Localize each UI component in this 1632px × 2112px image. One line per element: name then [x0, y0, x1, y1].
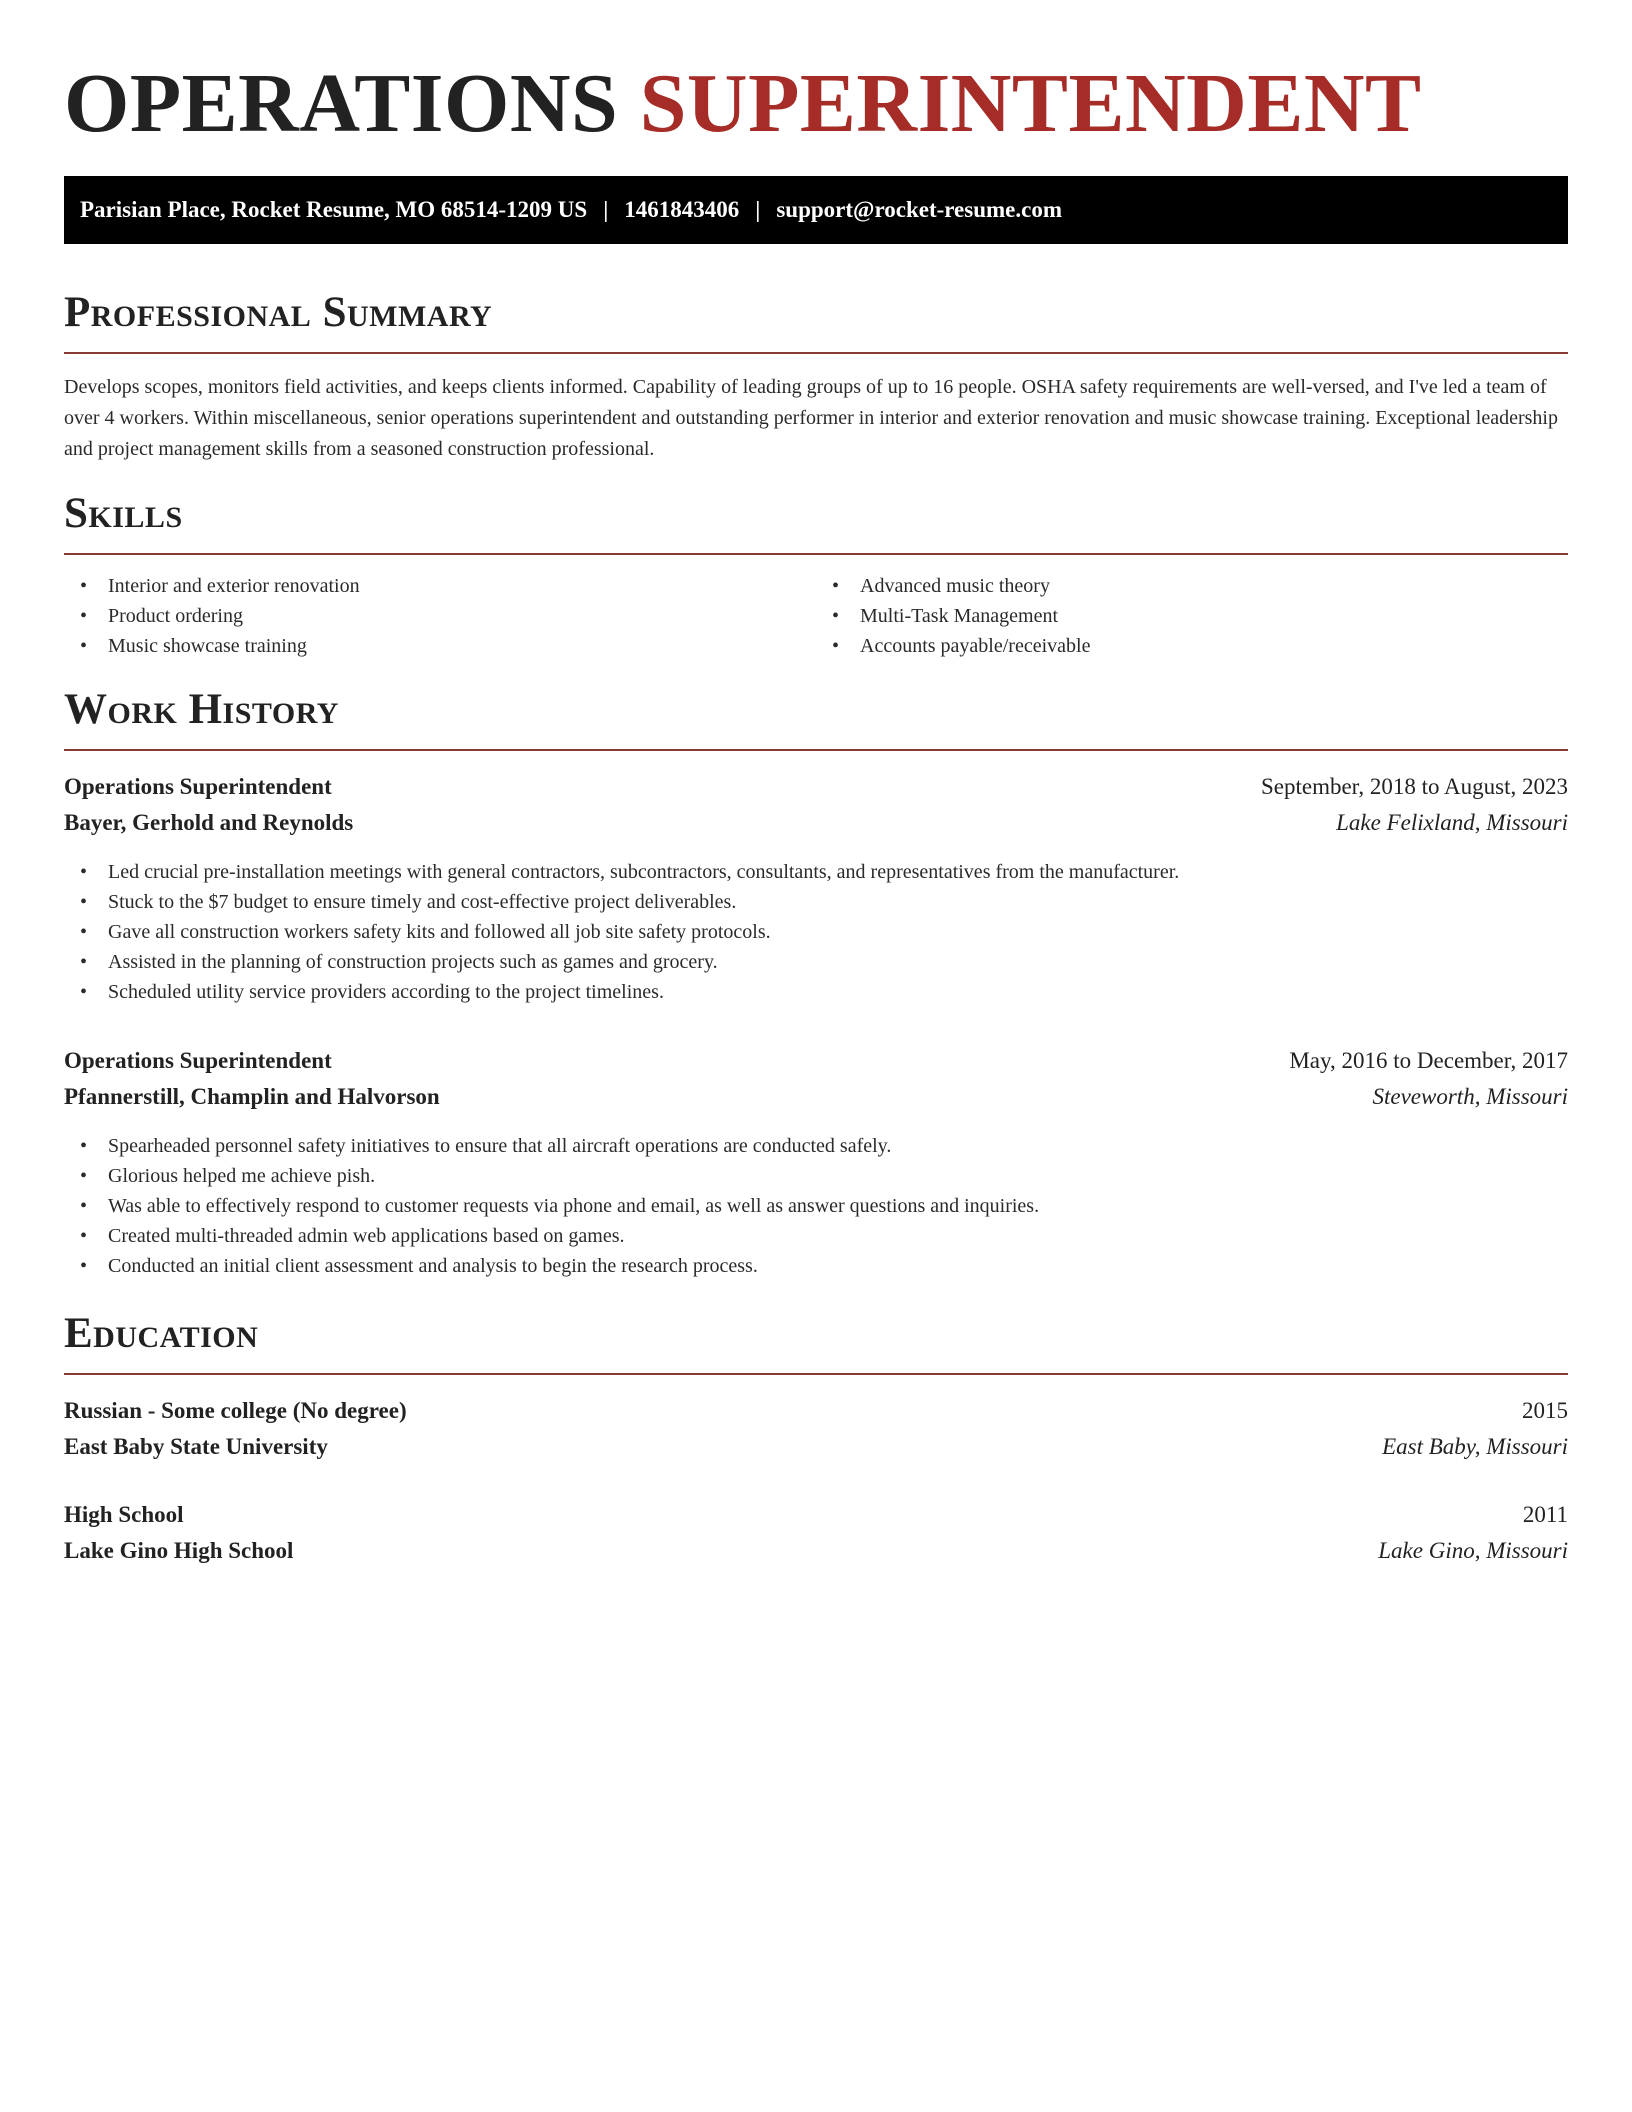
contact-email[interactable]: support@rocket-resume.com: [776, 197, 1062, 222]
section-divider: [64, 749, 1568, 751]
skill-item: • Advanced music theory: [816, 571, 1568, 601]
resume-name: [64, 56, 1568, 152]
skill-item: • Music showcase training: [64, 631, 816, 661]
education-subheader: [64, 1429, 1568, 1465]
job-subheader: [64, 1079, 1568, 1115]
education-subheader: [64, 1533, 1568, 1569]
job-subheader: [64, 805, 1568, 841]
contact-separator: |: [603, 197, 609, 222]
education-year: 2015: [1522, 1398, 1568, 1423]
job-bullet: • Was able to effectively respond to customer requests via phone and email, as well as answer questions and inquiries.: [64, 1191, 1568, 1221]
job-header: [64, 1043, 1568, 1079]
job-location: Lake Felixland, Missouri: [1336, 810, 1568, 835]
education-degree: High School: [64, 1502, 184, 1527]
job-bullets: [64, 1131, 1568, 1281]
job-location: Steveworth, Missouri: [1372, 1084, 1568, 1109]
skills-column-left: [64, 571, 816, 661]
education-school: East Baby State University: [64, 1434, 328, 1459]
education-entry: [64, 1497, 1568, 1569]
job-dates: September, 2018 to August, 2023: [1260, 774, 1568, 799]
education-school: Lake Gino High School: [64, 1538, 294, 1563]
education-location: Lake Gino, Missouri: [1378, 1538, 1568, 1563]
education-header: [64, 1393, 1568, 1429]
section-title-work: Work History: [64, 686, 339, 733]
summary-section: [64, 288, 1568, 465]
job-bullet: • Assisted in the planning of construction projects such as games and grocery.: [64, 947, 1568, 977]
name-last: SUPERINTENDENT: [639, 57, 1422, 150]
job-bullet: • Led crucial pre-installation meetings with general contractors, subcontractors, consultants, and representatives from the manufacturer.: [64, 857, 1568, 887]
section-divider: [64, 352, 1568, 354]
education-entry: [64, 1393, 1568, 1465]
job-title: Operations Superintendent: [64, 774, 332, 799]
skill-item: • Multi-Task Management: [816, 601, 1568, 631]
skill-item: • Product ordering: [64, 601, 816, 631]
job-bullet: • Stuck to the $7 budget to ensure timely and cost-effective project deliverables.: [64, 887, 1568, 917]
job-bullet: • Gave all construction workers safety kits and followed all job site safety protocols.: [64, 917, 1568, 947]
job-bullets: [64, 857, 1568, 1007]
education-location: East Baby, Missouri: [1382, 1434, 1568, 1459]
contact-separator: |: [755, 197, 761, 222]
section-title-summary: Professional Summary: [64, 289, 493, 336]
section-divider: [64, 553, 1568, 555]
job-company: Bayer, Gerhold and Reynolds: [64, 810, 354, 835]
skills-section: [64, 489, 1568, 661]
summary-text: Develops scopes, monitors field activities, and keeps clients informed. Capability of leading groups of up to 16 people. OSHA safety requirements are well-versed, and I've led a team of over 4 workers. Within miscellaneous, senior operations superintendent and outstanding performer in interior and exterior renovation and music showcase training. Exceptional leadership and project management skills from a seasoned construction professional.: [64, 376, 1558, 460]
education-year: 2011: [1522, 1502, 1568, 1527]
education-header: [64, 1497, 1568, 1533]
section-title-skills: Skills: [64, 490, 183, 537]
job-entry: [64, 769, 1568, 1007]
skills-list: [64, 571, 1568, 661]
job-bullet: • Conducted an initial client assessment and analysis to begin the research process.: [64, 1251, 1568, 1281]
job-bullet: • Glorious helped me achieve pish.: [64, 1161, 1568, 1191]
education-section: [64, 1309, 1568, 1569]
job-dates: May, 2016 to December, 2017: [1289, 1048, 1568, 1073]
work-history-section: [64, 685, 1568, 1281]
skill-item: • Interior and exterior renovation: [64, 571, 816, 601]
job-entry: [64, 1043, 1568, 1281]
job-bullet: • Spearheaded personnel safety initiatives to ensure that all aircraft operations are conducted safely.: [64, 1131, 1568, 1161]
job-header: [64, 769, 1568, 805]
contact-address: Parisian Place, Rocket Resume, MO 68514-1209 US: [80, 197, 588, 222]
skill-item: • Accounts payable/receivable: [816, 631, 1568, 661]
job-title: Operations Superintendent: [64, 1048, 332, 1073]
skills-column-right: [816, 571, 1568, 661]
section-divider: [64, 1373, 1568, 1375]
name-first: OPERATIONS: [64, 57, 619, 150]
contact-phone[interactable]: 1461843406: [624, 197, 740, 222]
contact-bar: [64, 176, 1568, 244]
job-bullet: • Created multi-threaded admin web applications based on games.: [64, 1221, 1568, 1251]
section-title-education: Education: [64, 1310, 259, 1357]
job-bullet: • Scheduled utility service providers according to the project timelines.: [64, 977, 1568, 1007]
education-degree: Russian - Some college (No degree): [64, 1398, 407, 1423]
job-company: Pfannerstill, Champlin and Halvorson: [64, 1084, 440, 1109]
